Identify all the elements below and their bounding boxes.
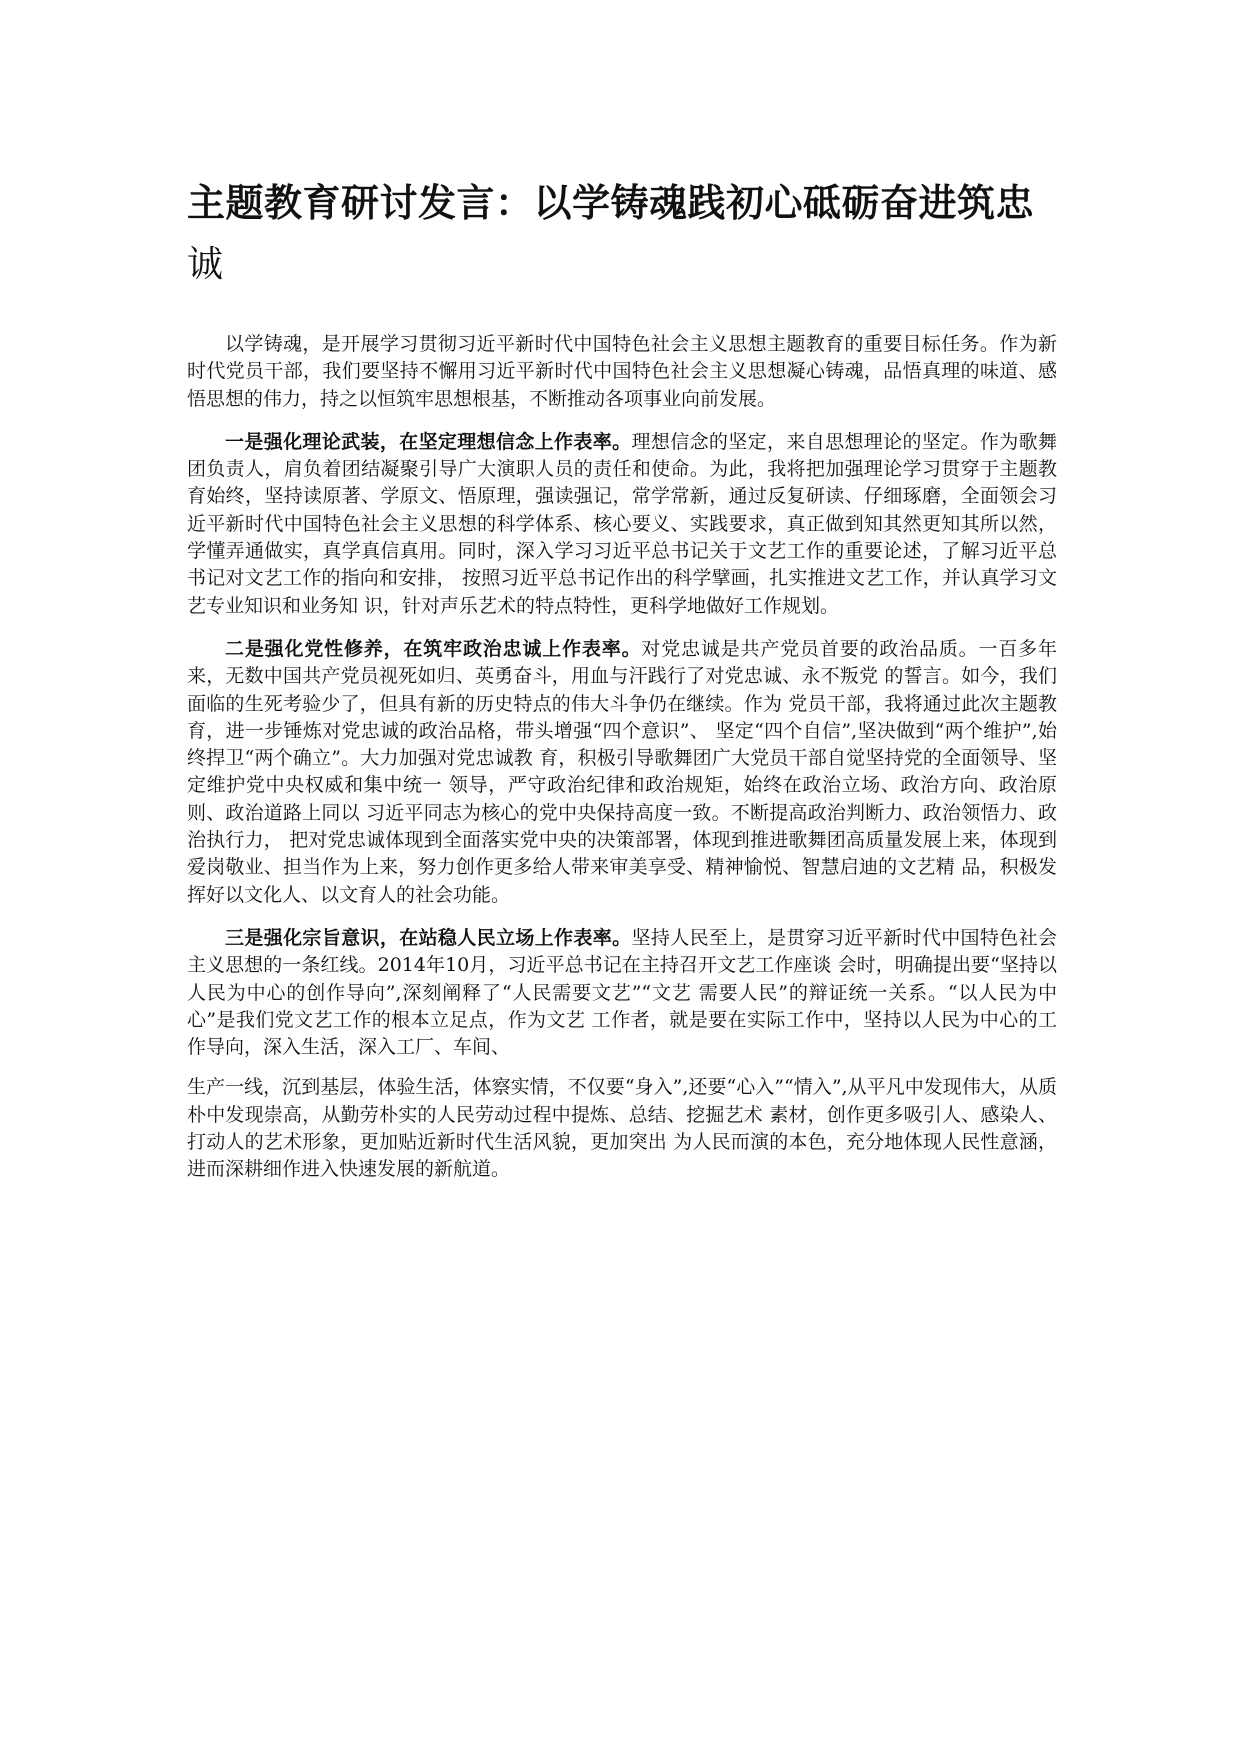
section-1-body: 理想信念的坚定，来自思想理论的坚定。作为歌舞团负责人，肩负着团结凝聚引导广大演职人员的责任和使命。为此，我将把加强理论学习贯穿于主题教育始终，坚持读原著、学原文、悟原理，强读强记，常学常新，通过反复研读、仔细琢磨，全面领会习近平新时代中国特色社会主义思想的科学体系、核心要义、实践要求，真正做到知其然更知其所以然，学懂弄通做实，真学真信真用。同时，深入学习习近平总书记关于文艺工作的重要论述，了解习近平总书记对文艺工作的指向和安排， 按照习近平总书记作出的科学擘画，扎实推进文艺工作，并认真学习文艺专业知识和业务知 识，针对声乐艺术的特点特性，更科学地做好工作规划。 xyxy=(187,430,1057,617)
section-2-lead: 二是强化党性修养，在筑牢政治忠诚上作表率。 xyxy=(225,637,642,660)
section-3-lead: 三是强化宗旨意识，在站稳人民立场上作表率。 xyxy=(225,926,632,949)
section-1-lead: 一是强化理论武装，在坚定理想信念上作表率。 xyxy=(225,430,632,453)
section-3-paragraph xyxy=(187,925,1057,1061)
section-3-continuation: 生产一线，沉到基层，体验生活，体察实情，不仅要“身入”,还要“心入”“情入”,从平凡中发现伟大，从质朴中发现崇高，从勤劳朴实的人民劳动过程中提炼、总结、挖掘艺术 素材，创作更多吸引人、感染人、打动人的艺术形象，更加贴近新时代生活风貌，更加突出 为人民而演的本色，充分地体现人民性意涵，进而深耕细作进入快速发展的新航道。 xyxy=(187,1076,1057,1181)
title-line-1: 主题教育研讨发言：以学铸魂践初心砥砺奋进筑忠 xyxy=(187,181,1035,225)
title-line-2: 诚 xyxy=(187,244,224,285)
section-2-paragraph xyxy=(187,636,1057,909)
intro-paragraph: 以学铸魂，是开展学习贯彻习近平新时代中国特色社会主义思想主题教育的重要目标任务。作为新时代党员干部，我们要坚持不懈用习近平新时代中国特色社会主义思想凝心铸魂，品悟真理的味道、感悟思想的伟力，持之以恒筑牢思想根基，不断推动各项事业向前发展。 xyxy=(187,333,1057,410)
section-2-body: 对党忠诚是共产党员首要的政治品质。一百多年来，无数中国共产党员视死如归、英勇奋斗，用血与汗践行了对党忠诚、永不叛党 的誓言。如今，我们面临的生死考验少了，但具有新的历史特点的伟大斗争仍在继续。作为 党员干部，我将通过此次主题教育，进一步锤炼对党忠诚的政治品格，带头增强“四个意识”、 坚定“四个自信”,坚决做到“两个维护”,始终捍卫“两个确立”。大力加强对党忠诚教 育，积极引导歌舞团广大党员干部自觉坚持党的全面领导、坚定维护党中央权威和集中统一 领导，严守政治纪律和政治规矩，始终在政治立场、政治方向、政治原则、政治道路上同以 习近平同志为核心的党中央保持高度一致。不断提高政治判断力、政治领悟力、政治执行力， 把对党忠诚体现到全面落实党中央的决策部署，体现到推进歌舞团高质量发展上来，体现到 爱岗敬业、担当作为上来，努力创作更多给人带来审美享受、精神愉悦、智慧启迪的文艺精 品，积极发挥好以文化人、以文育人的社会功能。 xyxy=(187,637,1057,906)
section-1-paragraph xyxy=(187,429,1057,620)
section-3-body: 坚持人民至上，是贯穿习近平新时代中国特色社会主义思想的一条红线。2014年10月，习近平总书记在主持召开文艺工作座谈 会时，明确提出要“坚持以人民为中心的创作导向”,深刻阐释了“人民需要文艺”“文艺 需要人民”的辩证统一关系。“以人民为中心”是我们党文艺工作的根本立足点，作为文艺 工作者，就是要在实际工作中，坚持以人民为中心的工作导向，深入生活，深入工厂、车间、 xyxy=(187,926,1057,1059)
document-page xyxy=(187,175,1057,1197)
document-title xyxy=(187,175,1057,293)
